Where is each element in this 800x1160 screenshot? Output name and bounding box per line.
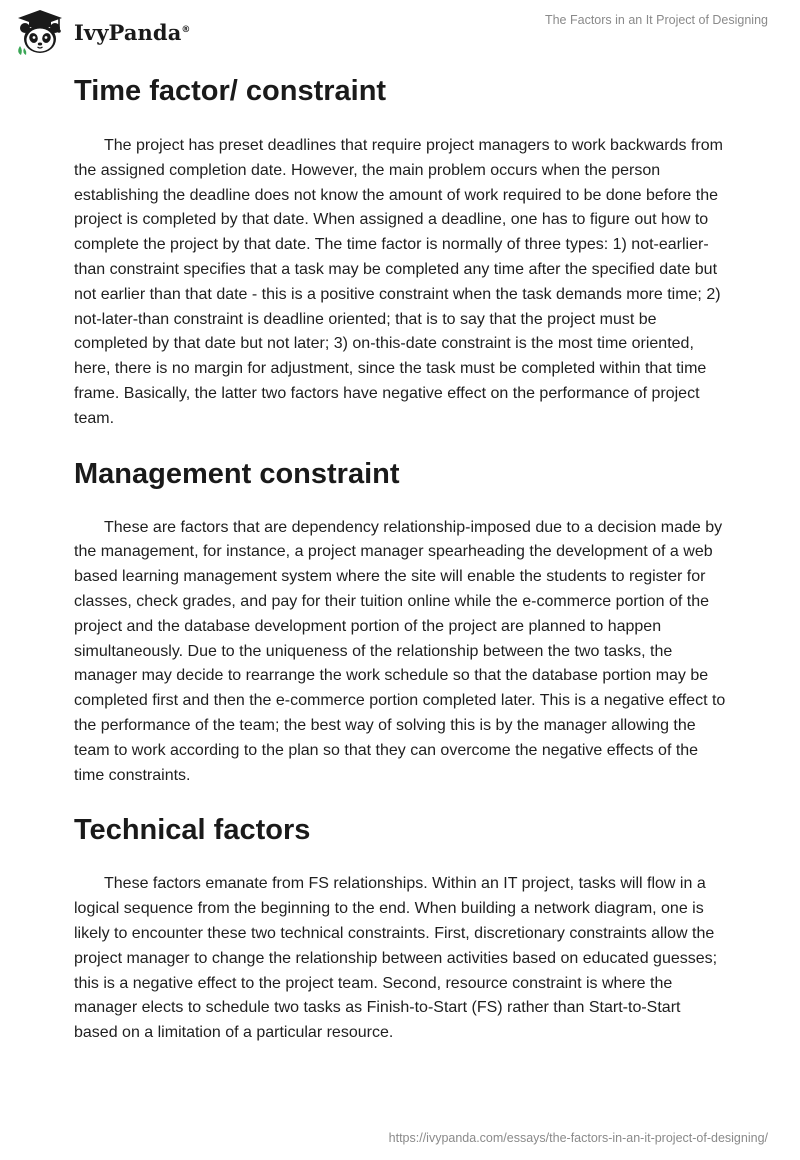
section-time-factor xyxy=(74,68,726,432)
panda-graduate-icon xyxy=(14,8,66,56)
registered-mark: ® xyxy=(181,24,191,35)
section-heading: Management constraint xyxy=(74,457,400,490)
source-url-link[interactable]: https://ivypanda.com/essays/the-factors-in-an-it-project-of-designing/ xyxy=(388,1131,768,1145)
section-paragraph: The project has preset deadlines that require project managers to work backwards from the assigned completion date. However, the main problem occurs when the person establishing the deadline does not know the amount of work required to be done before the project is completed by that date. When assigned a deadline, one has to figure out how to complete the project by that date. The time factor is normally of three types: 1) not-earlier-than constraint specifies that a task may be completed any time after the specified date but not earlier than that date - this is a positive constraint when the task demands more time; 2) not-later-than constraint is deadline oriented; that is to say that the project must be completed by that date but not later; 3) on-this-date constraint is the most time oriented, here, there is no margin for adjustment, since the task must be completed within that time frame. Basically, the latter two factors have negative effect on the performance of project team. xyxy=(74,137,723,427)
essay-content xyxy=(74,68,726,1046)
ivypanda-logo[interactable] xyxy=(14,8,194,56)
logo-text: IvyPanda® xyxy=(74,19,191,45)
section-technical-factors xyxy=(74,807,726,1046)
section-heading: Technical factors xyxy=(74,814,311,847)
section-management-constraint xyxy=(74,451,726,789)
document-title: The Factors in an It Project of Designing xyxy=(544,13,768,27)
section-paragraph: These are factors that are dependency relationship-imposed due to a decision made by the management, for instance, a project manager spearheading the development of a web based learning management system where the site will enable the students to register for classes, check grades, and pay for their tuition online while the e-commerce portion of the project and the database development portion of the project are planned to happen simultaneously. Due to the uniqueness of the relationship between the two tasks, the manager may decide to rearrange the work schedule so that the database portion may be completed first and then the e-commerce portion completed later. This is a negative effect to the performance of the team; the best way of solving this is by the manager allowing the team to work according to the plan so that they can overcome the negative effects of the time constraints. xyxy=(74,518,726,784)
page-header xyxy=(0,0,800,60)
section-paragraph: These factors emanate from FS relationships. Within an IT project, tasks will flow in a logical sequence from the beginning to the end. When building a network diagram, one is likely to encounter these two technical constraints. First, discretionary constraints allow the project manager to change the relationship between activities based on educated guesses; this is a negative effect to the project team. Second, resource constraint is where the manager elects to schedule two tasks as Finish-to-Start (FS) rather than Start-to-Start based on a limitation of a particular resource. xyxy=(74,875,718,1042)
section-heading: Time factor/ constraint xyxy=(74,75,387,107)
